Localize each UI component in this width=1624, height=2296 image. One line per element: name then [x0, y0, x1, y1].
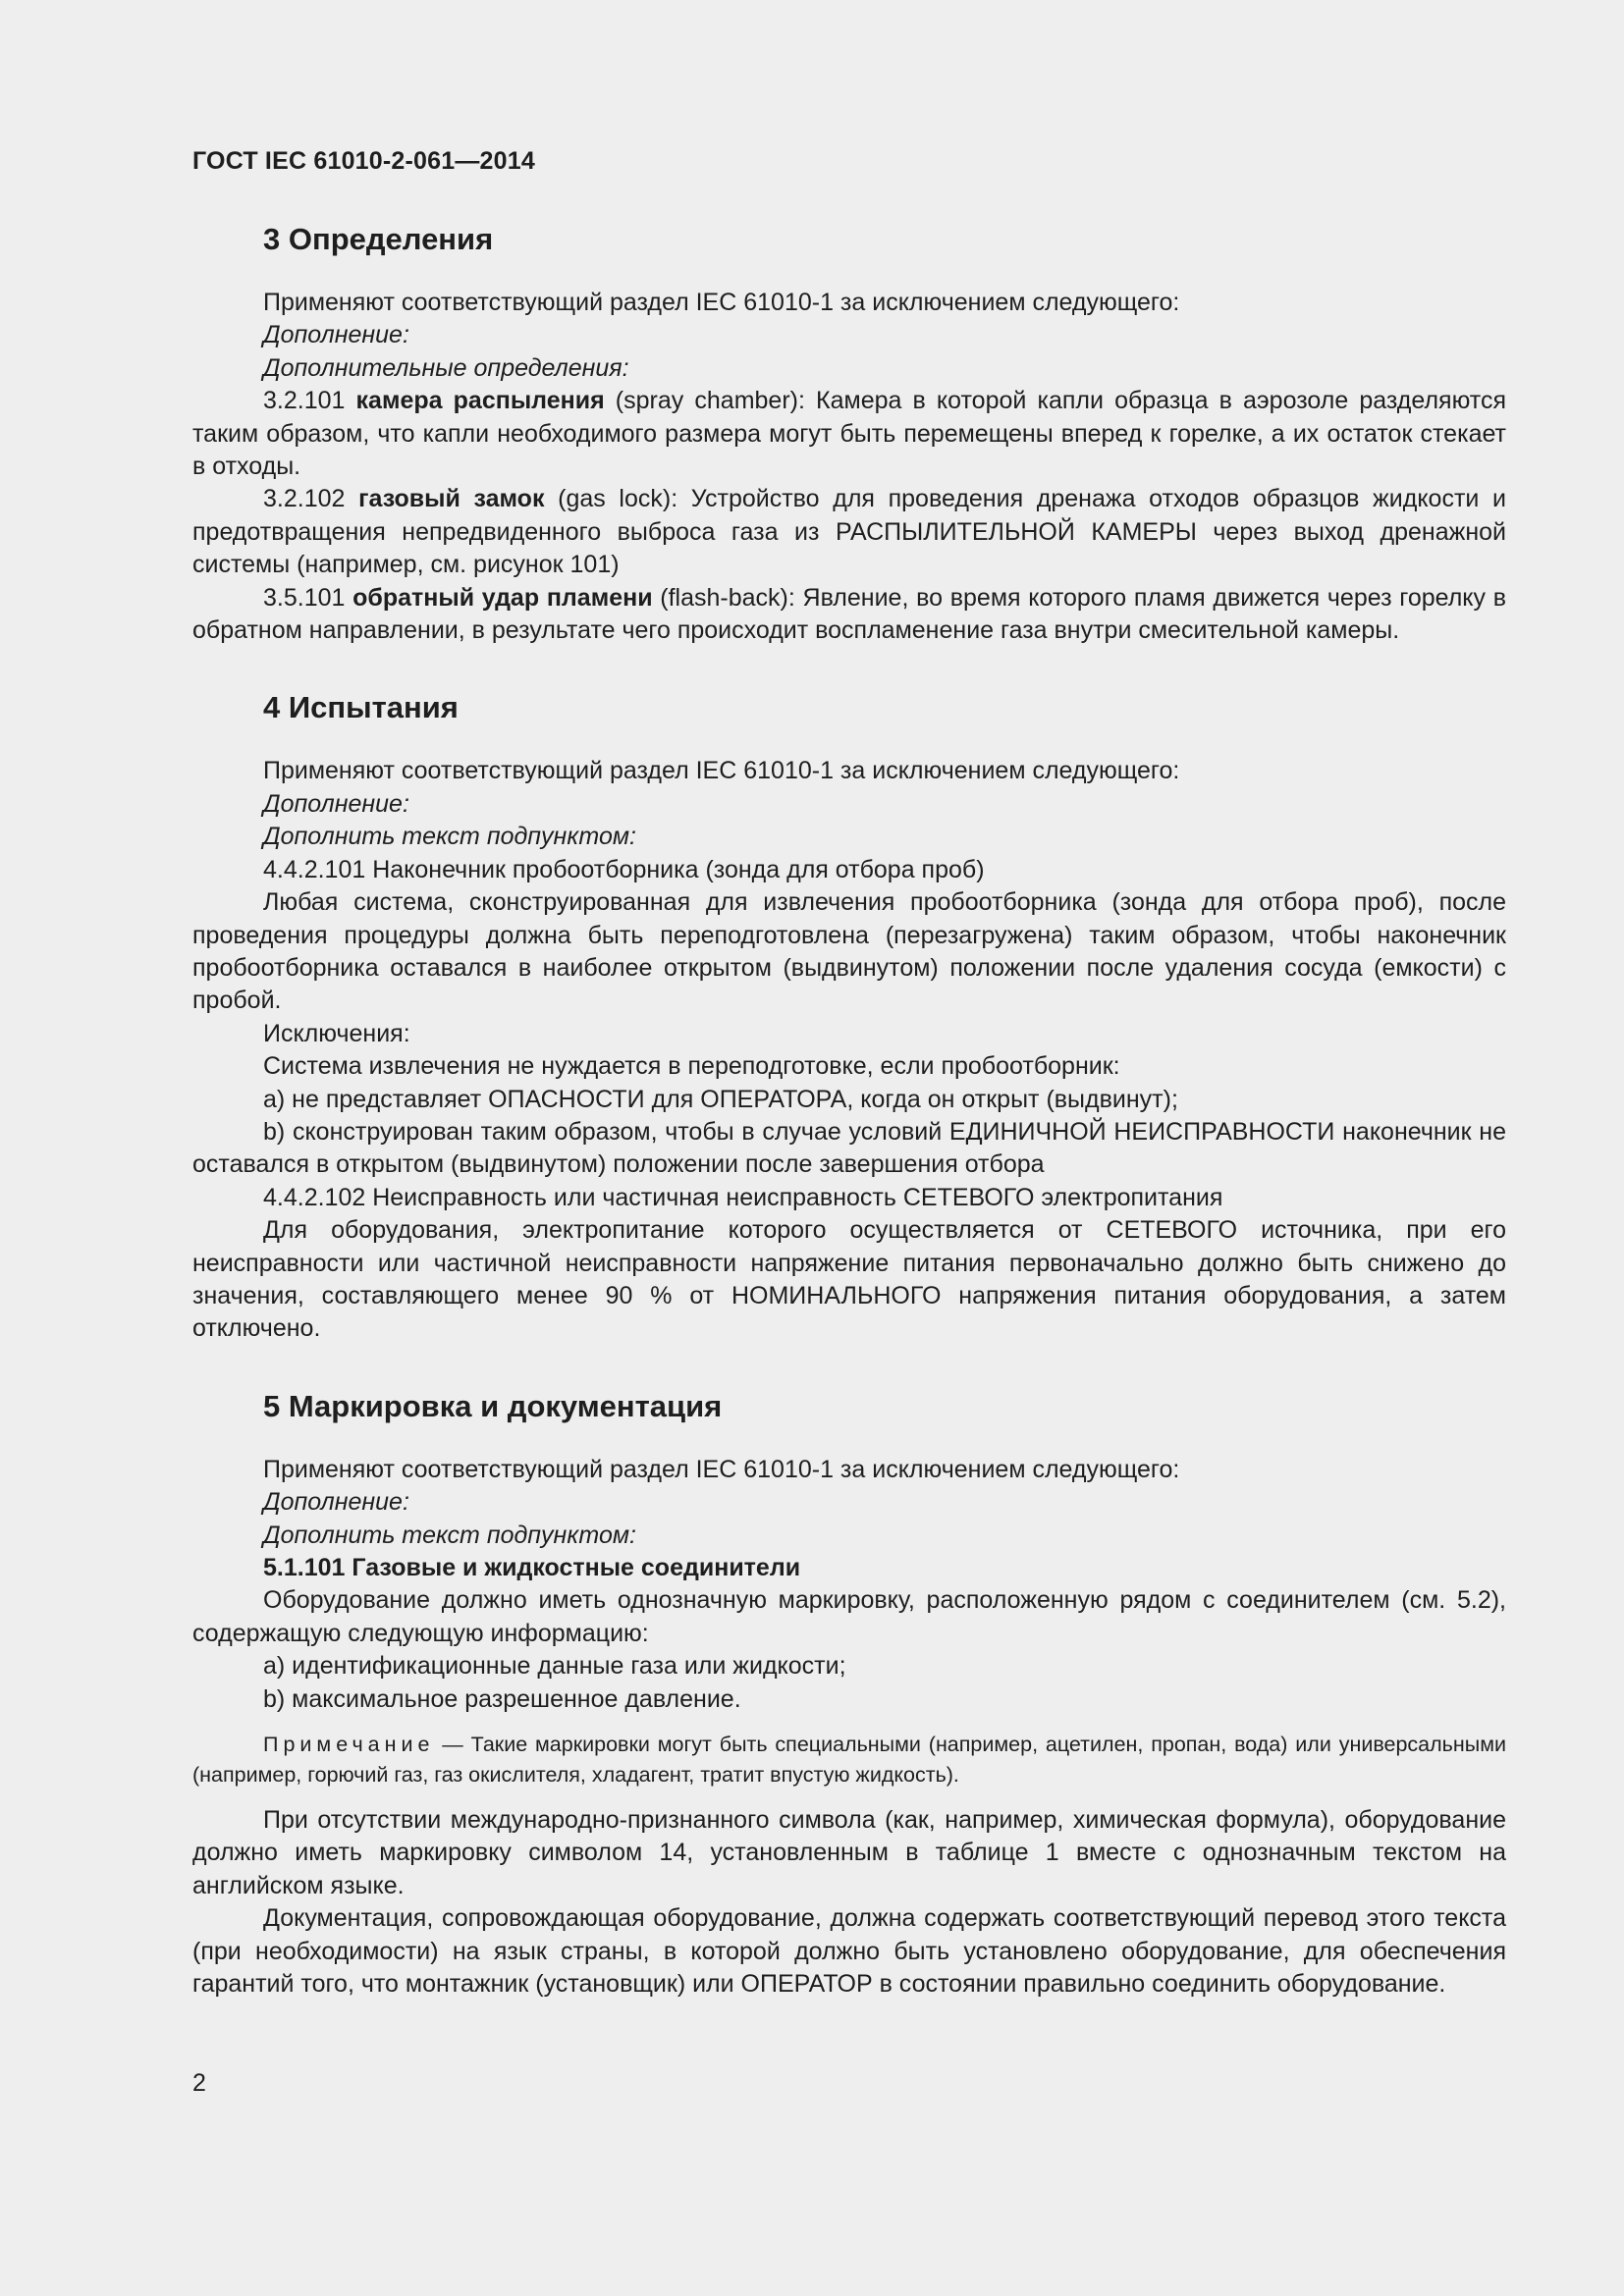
definition-3-2-102: 3.2.102 газовый замок (gas lock): Устройство для проведения дренажа отходов образцов жидкости и предотвращения непредвиденного выброса газа из РАСПЫЛИТЕЛЬНОЙ КАМЕРЫ через выход дренажной системы (например, см. рисунок 101)	[192, 485, 1506, 579]
definition-3-5-101: 3.5.101 обратный удар пламени (flash-back): Явление, во время которого пламя движется через горелку в обратном направлении, в результате чего происходит воспламенение газа внутри смесительной камеры.	[192, 583, 1507, 645]
term-gas-lock: газовый замок	[358, 485, 545, 513]
paragraph: Документация, сопровождающая оборудование, должна содержать соответствующий перевод этого текста (при необходимости) на язык страны, в которой должно быть установлено оборудование, для обеспечения гарантий того, что монтажник (установщик) или ОПЕРАТОР в состоянии правильно соединить оборудование.	[192, 1904, 1506, 1999]
page-number: 2	[192, 2069, 206, 2097]
section-5-supplement: Дополнить текст подпунктом:	[263, 1521, 636, 1549]
section-4-supplement: Дополнить текст подпунктом:	[263, 823, 636, 851]
term-spray-chamber: камера распыления	[355, 387, 605, 415]
list-item: b) сконструирован таким образом, чтобы в случае условий ЕДИНИЧНОЙ НЕИСПРАВНОСТИ наконечник не оставался в открытом (выдвинутом) положении после завершения отбора	[192, 1117, 1506, 1179]
document-header: ГОСТ IEC 61010-2-061—2014	[192, 147, 535, 175]
section-5-intro: Применяют соответствующий раздел IEC 61010-1 за исключением следующего:	[263, 1455, 1180, 1483]
paragraph: 4.4.2.102 Неисправность или частичная неисправность СЕТЕВОГО электропитания	[263, 1183, 1223, 1211]
section-4-addition: Дополнение:	[263, 789, 409, 818]
section-5-heading: 5 Маркировка и документация	[263, 1388, 723, 1423]
term-flash-back: обратный удар пламени	[352, 583, 653, 612]
paragraph: Любая система, сконструированная для извлечения пробоотборника (зонда для отбора проб), после проведения процедуры должна быть переподготовлена (перезагружена) таким образом, чтобы наконечник пробоотборника оставался в наиболее открытом (выдвинутом) положении после удаления сосуда (емкости) с пробой.	[192, 888, 1506, 1015]
subsection-heading: 5.1.101 Газовые и жидкостные соединители	[263, 1554, 801, 1581]
list-item: b) максимальное разрешенное давление.	[263, 1684, 741, 1713]
paragraph: Для оборудования, электропитание которого осуществляется от СЕТЕВОГО источника, при его неисправности или частичной неисправности напряжение питания первоначально должно быть снижено до значения, составляющего менее 90 % от НОМИНАЛЬНОГО напряжения питания оборудования, а затем отключено.	[192, 1216, 1506, 1343]
paragraph: 4.4.2.101 Наконечник пробоотборника (зонда для отбора проб)	[263, 855, 985, 883]
paragraph: Система извлечения не нуждается в переподготовке, если пробоотборник:	[263, 1052, 1120, 1081]
section-3-addition: Дополнение:	[263, 321, 409, 349]
list-item: a) не представляет ОПАСНОСТИ для ОПЕРАТОРА, когда он открыт (выдвинут);	[263, 1085, 1178, 1113]
section-4-intro: Применяют соответствующий раздел IEC 61010-1 за исключением следующего:	[263, 757, 1180, 785]
section-3-intro: Применяют соответствующий раздел IEC 61010-1 за исключением следующего:	[263, 289, 1180, 316]
document-body	[192, 220, 1506, 2001]
note: Примечание — Такие маркировки могут быть специальными (например, ацетилен, пропан, вода) или универсальными (например, горючий газ, газ окислителя, хладагент, тратит впустую жидкость).	[192, 1733, 1506, 1788]
paragraph: Исключения:	[263, 1019, 410, 1047]
paragraph: При отсутствии международно-признанного символа (как, например, химическая формула), оборудование должно иметь маркировку символом 14, установленным в таблице 1 вместе с однозначным текстом на английском языке.	[192, 1806, 1506, 1899]
list-item: a) идентификационные данные газа или жидкости;	[263, 1652, 846, 1681]
section-4-heading: 4 Испытания	[263, 690, 459, 725]
section-3-heading: 3 Определения	[263, 222, 494, 256]
definition-3-2-101: 3.2.101 камера распыления (spray chamber): Камера в которой капли образца в аэрозоле разделяются таким образом, что капли необходимого размера могут быть перемещены вперед к горелке, а их остаток стекает в отходы.	[192, 387, 1506, 481]
paragraph: Оборудование должно иметь однозначную маркировку, расположенную рядом с соединителем (см. 5.2), содержащую следующую информацию:	[192, 1586, 1506, 1647]
section-3-extra-defs: Дополнительные определения:	[263, 353, 629, 382]
section-5-addition: Дополнение:	[263, 1488, 409, 1517]
note-label: Примечание	[263, 1733, 435, 1757]
